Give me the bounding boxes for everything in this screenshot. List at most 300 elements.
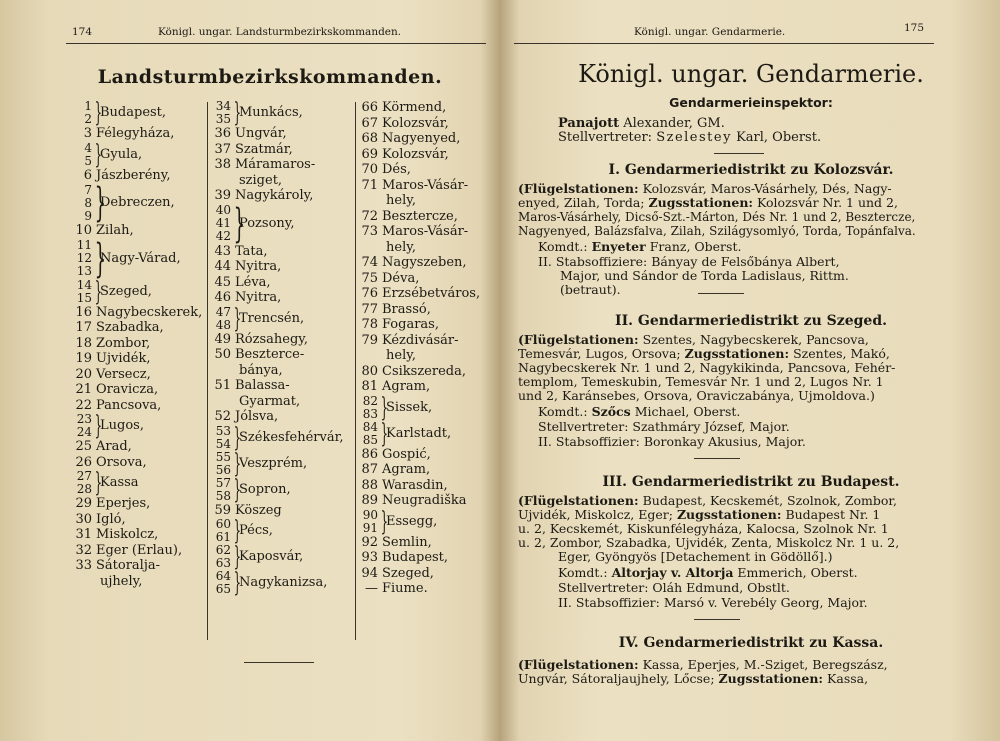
district-number: 83 [362, 406, 378, 421]
district-name-continuation: hely, [386, 239, 416, 255]
district-entry [74, 398, 204, 414]
district-number: 58 [215, 488, 231, 503]
district-entry [213, 347, 353, 363]
district-name: Budapest, [382, 550, 449, 565]
district-entry [74, 126, 204, 142]
district-heading: I. Gendarmeriedistrikt zu Kolozsvár. [608, 162, 894, 178]
district-number: 37 [214, 141, 231, 157]
district-number: 39 [214, 188, 231, 203]
district-number: 6 [83, 167, 92, 183]
inspector-heading: Gendarmerieinspektor: [669, 95, 833, 110]
district-entry [360, 147, 490, 163]
district-name-continuation: hely, [386, 348, 416, 363]
district-name: Pécs, [239, 523, 273, 539]
district-name: Köszeg [235, 502, 282, 518]
district-number: 28 [76, 482, 92, 496]
district-number: 72 [361, 208, 378, 224]
district-number: 43 [214, 243, 231, 259]
district-name: Maros-Vásár- [382, 177, 469, 193]
district-name: Sátoralja- [96, 558, 161, 573]
district-name: Besztercze, [382, 208, 458, 224]
district-name: Warasdin, [382, 477, 448, 493]
district-entry [360, 162, 490, 178]
district-number: 67 [361, 115, 378, 131]
district-numbers [360, 509, 378, 535]
district-text: Nagyenyed, Balázsfalva, Zilah, Szilágysomlyó, Torda, Topánfalva. [518, 224, 916, 238]
page-title: Königl. ungar. Gendarmerie. [578, 60, 924, 88]
section-rule [698, 293, 744, 294]
district-number: 27 [76, 469, 92, 483]
district-number: 68 [361, 131, 378, 146]
district-number: 89 [361, 493, 378, 508]
district-number: 74 [361, 255, 378, 270]
district-name: Arad, [96, 439, 132, 454]
district-entry [74, 139, 204, 170]
district-entry [360, 506, 490, 537]
district-number: 92 [361, 534, 378, 550]
district-entry [213, 422, 353, 453]
district-entry [360, 333, 490, 349]
column-divider [207, 102, 208, 640]
district-entry [213, 100, 353, 126]
district-number: 29 [75, 496, 92, 511]
district-number: 45 [214, 274, 231, 290]
district-name: Nagyszeben, [382, 255, 467, 270]
district-number: 11 [76, 238, 92, 252]
district-number: 88 [361, 477, 378, 493]
district-column-1 [74, 100, 204, 589]
district-name: Szeged, [100, 283, 152, 299]
district-name: Szatmár, [235, 141, 293, 157]
district-name: Pozsony, [239, 215, 295, 231]
district-name: Versecz, [96, 366, 151, 382]
district-name-continuation: ujhely, [100, 573, 143, 589]
district-entry [360, 271, 490, 287]
commander-line: Komdt.: Enyeter Franz, Oberst. [538, 239, 742, 254]
district-number: 33 [75, 558, 92, 573]
district-name: Zombor, [96, 335, 151, 351]
district-entry [360, 478, 490, 494]
district-entry [74, 512, 204, 528]
district-entry [74, 413, 204, 439]
district-entry [360, 462, 490, 478]
district-name: Agram, [382, 462, 431, 477]
district-number: 36 [214, 126, 231, 141]
district-text: und 2, Karánsebes, Orsova, Oraviczabánya, Ujmoldova.) [518, 388, 875, 403]
district-name: Orsova, [96, 454, 147, 470]
district-number: 87 [361, 462, 378, 477]
district-text: enyed, Zilah, Torda; Zugsstationen: Kolozsvár Nr. 1 und 2, [518, 195, 898, 210]
section-rule [694, 458, 740, 459]
district-number: 51 [214, 378, 231, 393]
district-name: Brassó, [382, 301, 431, 317]
district-entry [213, 570, 353, 596]
district-entry [360, 302, 490, 318]
district-name: Semlin, [382, 534, 432, 550]
district-number: 21 [75, 382, 92, 397]
district-number: 85 [362, 432, 378, 447]
district-number: 86 [361, 446, 378, 462]
district-column-2 [213, 100, 353, 596]
district-number: 63 [215, 556, 231, 570]
brace-icon: } [94, 235, 107, 282]
district-entry [74, 439, 204, 455]
brace-icon: } [233, 200, 246, 247]
district-numbers [74, 413, 92, 439]
brace-icon: } [233, 422, 242, 453]
district-entry [74, 351, 204, 367]
district-name: Nyitra, [235, 259, 282, 274]
district-number: — [365, 581, 378, 596]
right-page [502, 0, 1000, 741]
district-name: Csikszereda, [382, 363, 466, 379]
district-number: 73 [361, 224, 378, 239]
district-text: Nagybecskerek Nr. 1 und 2, Nagykikinda, Pancsova, Fehér- [518, 360, 896, 375]
district-name: Kassa [100, 475, 139, 491]
district-number: 47 [215, 304, 231, 319]
district-number: 19 [75, 351, 92, 366]
brace-icon: } [233, 474, 242, 505]
district-text: Ungvár, Sátoraljaujhely, Lőcse; Zugsstationen: Kassa, [518, 671, 869, 686]
district-entry [360, 535, 490, 551]
district-entry [360, 379, 490, 395]
district-number: 80 [361, 363, 378, 379]
district-entry [213, 275, 353, 291]
district-number: 60 [215, 517, 231, 531]
district-number: 82 [362, 393, 378, 408]
district-number: 55 [215, 449, 231, 464]
district-entry [213, 142, 353, 158]
district-numbers [213, 100, 231, 126]
district-numbers [74, 100, 92, 126]
district-name-continuation: Gyarmat, [239, 393, 301, 409]
district-name: Déva, [382, 270, 420, 286]
district-number: 35 [215, 112, 231, 126]
section-rule [714, 153, 764, 154]
district-text: (Flügelstationen: Budapest, Kecskemét, Szolnok, Zombor, [518, 493, 897, 508]
district-entry [360, 566, 490, 582]
district-number: 20 [75, 366, 92, 382]
district-entry [360, 493, 490, 509]
district-number: 75 [361, 270, 378, 286]
district-name: Nagyenyed, [382, 131, 461, 146]
district-name: Beszterce- [235, 347, 305, 362]
district-number: 2 [84, 112, 92, 126]
district-numbers [213, 451, 231, 477]
district-number: 49 [214, 331, 231, 347]
staff-line: (betraut). [560, 282, 621, 297]
district-entry [360, 364, 490, 380]
district-numbers [74, 279, 92, 305]
district-name: Félegyháza, [96, 126, 175, 141]
district-text: Eger, Gyöngyös [Detachement in Gödöllő].) [558, 549, 833, 564]
district-numbers [213, 544, 231, 570]
district-entry [360, 224, 490, 240]
district-number: 56 [215, 462, 231, 477]
end-rule [244, 662, 314, 663]
district-name: Debreczen, [100, 195, 175, 211]
district-numbers [213, 518, 231, 544]
district-name: Nyitra, [235, 290, 282, 305]
district-number: 78 [361, 317, 378, 332]
district-number: 5 [84, 153, 92, 168]
district-number: 64 [215, 569, 231, 583]
district-number: 93 [361, 550, 378, 565]
district-number: 30 [75, 511, 92, 527]
district-number: 26 [75, 454, 92, 470]
brace-icon: } [94, 411, 103, 441]
district-entry [360, 286, 490, 302]
district-name: Eperjes, [96, 496, 151, 511]
district-number: 44 [214, 259, 231, 274]
brace-icon: } [380, 392, 389, 423]
district-name: Maros-Vásár- [382, 224, 469, 239]
district-entry [74, 470, 204, 496]
district-entry [74, 180, 204, 226]
district-number: 52 [214, 409, 231, 424]
district-number: 14 [76, 277, 92, 292]
brace-icon: } [233, 542, 242, 572]
district-name: Igló, [96, 511, 126, 527]
district-name: Kolozsvár, [382, 115, 449, 131]
district-name: Budapest, [100, 105, 167, 121]
section-rule [694, 619, 740, 620]
district-name: Gospić, [382, 446, 431, 462]
district-number: 70 [361, 162, 378, 177]
district-name: Sissek, [386, 399, 433, 415]
district-number: 13 [76, 264, 92, 278]
district-entry [360, 550, 490, 566]
district-name: Máramaros- [235, 157, 316, 172]
brace-icon: } [94, 468, 103, 498]
district-number: 57 [215, 475, 231, 490]
brace-icon: } [233, 448, 242, 479]
brace-icon: } [94, 276, 103, 307]
header-rule [514, 43, 934, 44]
district-name: Fogaras, [382, 317, 439, 332]
district-numbers [360, 421, 378, 447]
district-name: Gyula, [100, 146, 143, 162]
district-name: Léva, [235, 274, 271, 290]
header-rule [66, 43, 486, 44]
district-column-3 [360, 100, 490, 597]
district-name: Balassa- [235, 378, 290, 393]
commander-line: Komdt.: Szőcs Michael, Oberst. [538, 404, 741, 419]
district-numbers [213, 425, 231, 451]
district-entry [213, 200, 353, 247]
district-name: Szeged, [382, 565, 434, 581]
district-entry [213, 448, 353, 479]
district-heading: II. Gendarmeriedistrikt zu Szeged. [615, 313, 887, 329]
district-number: 32 [75, 542, 92, 558]
district-number: 15 [76, 290, 92, 305]
brace-icon: } [94, 98, 103, 128]
district-name-continuation: bánya, [239, 362, 283, 378]
district-text: templom, Temeskubin, Temesvár Nr. 1 und 2, Lugos Nr. 1 [518, 374, 884, 389]
brace-icon: } [233, 98, 242, 128]
district-name: Kézdivásár- [382, 332, 459, 348]
district-number: 77 [361, 301, 378, 317]
district-entry [213, 259, 353, 275]
district-text: (Flügelstationen: Kolozsvár, Maros-Vásárhely, Dés, Nagy- [518, 181, 892, 196]
district-name: Neugradiška [382, 493, 467, 508]
district-number: 22 [75, 397, 92, 413]
district-number: 62 [215, 543, 231, 557]
district-name: Oravicza, [96, 382, 159, 397]
brace-icon: } [233, 516, 242, 546]
district-number: 90 [362, 507, 378, 522]
district-number: 69 [361, 146, 378, 162]
running-head: Königl. ungar. Landsturmbezirkskommanden. [158, 26, 402, 38]
district-number: 41 [215, 216, 231, 230]
district-text: Maros-Vásárhely, Dicső-Szt.-Márton, Dés Nr. 1 und 2, Besztercze, [518, 210, 916, 224]
district-name: Pancsova, [96, 397, 162, 413]
district-entry [74, 305, 204, 321]
district-number: 84 [362, 419, 378, 434]
district-number: 12 [76, 251, 92, 265]
brace-icon: } [380, 506, 389, 537]
district-name: Nagykanizsa, [239, 575, 328, 591]
brace-icon: } [94, 139, 103, 170]
district-name: Zilah, [96, 223, 134, 238]
district-entry [213, 518, 353, 544]
district-number: 9 [84, 208, 92, 223]
district-entry [360, 418, 490, 449]
district-heading: IV. Gendarmeriedistrikt zu Kassa. [618, 635, 884, 651]
district-name: Székesfehérvár, [239, 429, 344, 445]
district-number: 48 [215, 317, 231, 332]
district-entry [213, 126, 353, 142]
district-name: Nagybecskerek, [96, 304, 203, 320]
district-name: Karlstadt, [386, 425, 452, 441]
page-number: 174 [72, 26, 93, 38]
district-numbers [360, 395, 378, 421]
district-entry [74, 543, 204, 559]
district-entry [213, 474, 353, 505]
district-entry [74, 382, 204, 398]
district-number: 42 [215, 229, 231, 243]
district-number: 46 [214, 290, 231, 305]
running-head: Königl. ungar. Gendarmerie. [634, 26, 786, 38]
district-number: 71 [361, 177, 378, 193]
district-name: Nagykároly, [235, 188, 314, 203]
district-number: 4 [84, 140, 92, 155]
district-entry [74, 168, 204, 184]
district-entry [213, 303, 353, 334]
inspector-line: Panajott Alexander, GM. [558, 116, 725, 131]
district-entry [360, 317, 490, 333]
district-entry [360, 116, 490, 132]
district-number: 8 [84, 195, 92, 210]
district-name: Agram, [382, 379, 431, 394]
district-numbers [213, 306, 231, 332]
district-number: 91 [362, 520, 378, 535]
district-entry [74, 276, 204, 307]
district-numbers [74, 142, 92, 168]
district-number: 81 [361, 379, 378, 394]
district-entry [360, 100, 490, 116]
district-number: 1 [84, 99, 92, 113]
district-entry [360, 447, 490, 463]
district-number: 50 [214, 347, 231, 362]
district-number: 61 [215, 530, 231, 544]
district-text: (Flügelstationen: Kassa, Eperjes, M.-Sziget, Beregszász, [518, 657, 888, 672]
district-name: Lugos, [100, 418, 144, 434]
district-number: 40 [215, 203, 231, 217]
district-entry [74, 367, 204, 383]
district-entry [360, 131, 490, 147]
district-number: 66 [361, 100, 378, 115]
district-entry [213, 378, 353, 394]
staff-line: Stellvertreter: Oláh Edmund, Obstlt. [558, 580, 790, 595]
district-number: 23 [76, 412, 92, 426]
district-name: Körmend, [382, 100, 447, 115]
district-number: 25 [75, 439, 92, 454]
district-name: Ujvidék, [96, 351, 151, 366]
district-entry [74, 496, 204, 512]
district-numbers [74, 470, 92, 496]
district-name: Rózsahegy, [235, 331, 309, 347]
district-text: u. 2, Kecskemét, Kiskunfélegyháza, Kalocsa, Szolnok Nr. 1 [518, 521, 889, 536]
brace-icon: } [233, 568, 242, 598]
district-name: Veszprém, [239, 455, 308, 471]
district-entry [360, 209, 490, 225]
district-name: Eger (Erlau), [96, 542, 183, 558]
district-number: 17 [75, 320, 92, 335]
district-number: 79 [361, 332, 378, 348]
staff-line: Stellvertreter: Szathmáry József, Major. [538, 419, 790, 434]
left-page [0, 0, 498, 741]
district-numbers [213, 477, 231, 503]
district-name: Jászberény, [96, 167, 171, 183]
district-name: Nagy-Várad, [100, 250, 181, 266]
district-entry [74, 558, 204, 574]
page-number: 175 [904, 22, 925, 34]
district-name: Dés, [382, 162, 411, 177]
district-number: 16 [75, 304, 92, 320]
district-entry [74, 235, 204, 282]
district-name: Szabadka, [96, 320, 164, 335]
staff-line: Major, und Sándor de Torda Ladislaus, Rittm. [560, 268, 849, 283]
district-name-continuation: sziget, [239, 172, 283, 188]
district-name: Trencsén, [239, 310, 305, 326]
district-number: 53 [215, 423, 231, 438]
district-numbers [213, 570, 231, 596]
district-entry [74, 455, 204, 471]
district-entry [213, 157, 353, 173]
district-entry [360, 255, 490, 271]
district-entry [74, 527, 204, 543]
district-entry [74, 223, 204, 239]
district-text: u. 2, Zombor, Szabadka, Ujvidék, Zenta, Miskolcz Nr. 1 u. 2, [518, 535, 900, 550]
district-name: Ungvár, [235, 126, 287, 141]
district-number: 54 [215, 436, 231, 451]
district-text: Temesvár, Lugos, Orsova; Zugsstationen: Szentes, Makó, [518, 346, 890, 361]
district-number: 59 [214, 502, 231, 518]
page-title: Landsturmbezirkskommanden. [97, 66, 443, 88]
district-name: Kaposvár, [239, 549, 304, 565]
district-number: 94 [361, 565, 378, 581]
district-name: Sopron, [239, 481, 291, 497]
district-entry [74, 320, 204, 336]
district-name: Erzsébetváros, [382, 286, 481, 301]
district-name: Jólsva, [235, 409, 279, 424]
district-entry [74, 100, 204, 126]
staff-line: II. Stabsoffiziere: Bányay de Felsőbánya Albert, [538, 254, 840, 269]
district-entry [360, 392, 490, 423]
district-name-continuation: hely, [386, 193, 416, 208]
district-number: 7 [84, 182, 92, 197]
